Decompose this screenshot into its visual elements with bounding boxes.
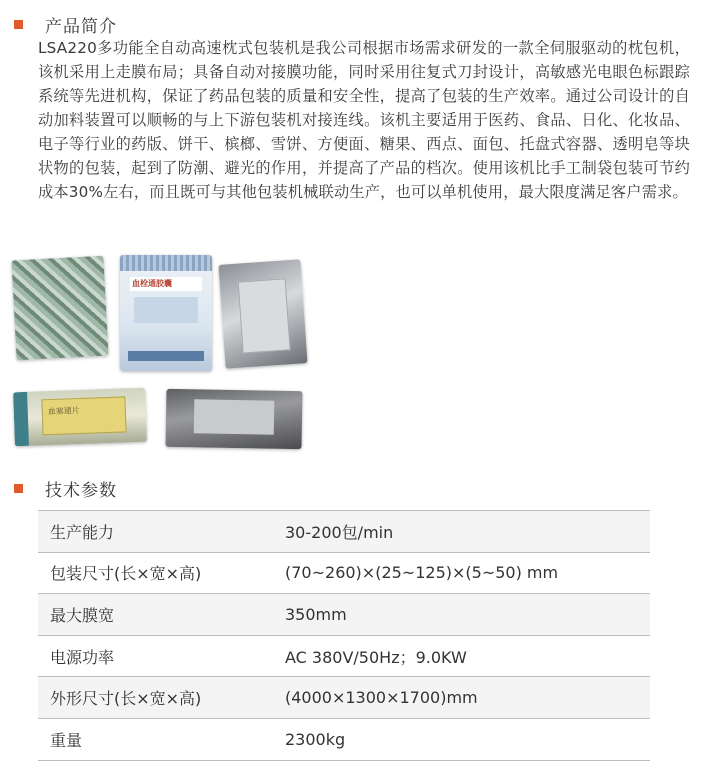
product-intro-header <box>14 12 117 37</box>
packet-label-text: 血塞通片 <box>47 406 80 417</box>
table-row <box>38 718 650 760</box>
spec-value: (4000×1300×1700)mm <box>285 677 650 719</box>
tech-specs-table <box>38 510 650 761</box>
tech-specs-header <box>14 476 117 501</box>
sample-packet-image <box>13 388 147 447</box>
table-row <box>38 635 650 677</box>
spec-value: (70~260)×(25~125)×(5~50) mm <box>285 552 650 594</box>
table-row <box>38 511 650 553</box>
table-row <box>38 677 650 719</box>
spec-label: 重量 <box>38 718 285 760</box>
spec-label: 生产能力 <box>38 511 285 553</box>
table-row <box>38 552 650 594</box>
spec-value: AC 380V/50Hz；9.0KW <box>285 635 650 677</box>
table-row <box>38 594 650 636</box>
sample-packet-image <box>120 255 212 371</box>
product-intro-paragraph: LSA220多功能全自动高速枕式包装机是我公司根据市场需求研发的一款全伺服驱动的枕包机，该机采用上走膜布局；具备自动对接膜功能，同时采用往复式刀封设计，高敏感光电眼色标跟踪系统等先进机构，保证了药品包装的质量和安全性，提高了包装的生产效率。通过公司设计的自动加料装置可以顺畅的与上下游包装机对接连线。该机主要适用于医药、食品、日化、化妆品、电子等行业的药版、饼干、槟榔、雪饼、方便面、糖果、西点、面包、托盘式容器、透明皂等块状物的包装，起到了防潮、避光的作用，并提高了产品的档次。使用该机比手工制袋包装可节约成本30%左右，而且既可与其他包装机械联动生产，也可以单机使用，最大限度满足客户需求。 <box>38 39 690 201</box>
product-intro-title: 产品简介 <box>45 17 117 37</box>
spec-label: 包装尺寸(长×宽×高) <box>38 552 285 594</box>
tech-specs-title: 技术参数 <box>45 481 117 501</box>
spec-label: 电源功率 <box>38 635 285 677</box>
sample-packet-image <box>11 256 108 361</box>
spec-value: 2300kg <box>285 718 650 760</box>
spec-label: 最大膜宽 <box>38 594 285 636</box>
section-bullet-icon <box>14 20 23 29</box>
packet-label-text: 血栓通胶囊 <box>132 279 172 288</box>
section-bullet-icon <box>14 484 23 493</box>
spec-value: 350mm <box>285 594 650 636</box>
sample-packet-image <box>166 389 303 449</box>
spec-value: 30-200包/min <box>285 511 650 553</box>
product-sample-photos <box>0 250 320 460</box>
sample-packet-image <box>218 259 307 368</box>
spec-label: 外形尺寸(长×宽×高) <box>38 677 285 719</box>
